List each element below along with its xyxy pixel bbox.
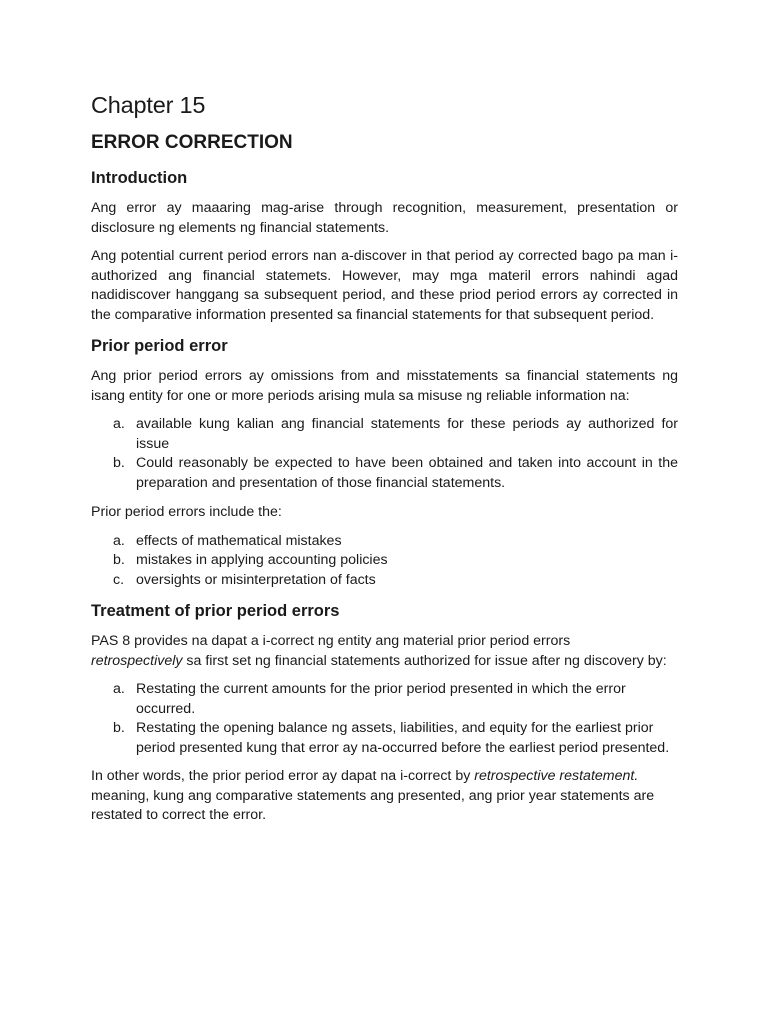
list-item-text: available kung kalian ang financial statements for these periods ay authorized for issue [136, 416, 678, 452]
list-item [91, 551, 678, 571]
introduction-paragraph-2: Ang potential current period errors nan a-discover in that period ay corrected bago pa man i-authorized ang financial statemets. However, may mga materil errors nahindi agad nadidiscover hanggang sa subsequent period, and these priod period errors ay corrected in the comparative information presented sa financial statements for that subsequent period. [91, 248, 678, 323]
introduction-paragraph-1: Ang error ay maaaring mag-arise through recognition, measurement, presentation or disclosure ng elements ng financial statements. [91, 200, 678, 236]
treatment-paragraph-1-start: PAS 8 provides na dapat a i-correct ng entity ang material prior period errors [91, 633, 571, 649]
document-page [91, 86, 678, 826]
chapter-heading: Chapter 15 [91, 92, 206, 118]
treatment-heading: Treatment of prior period errors [91, 602, 340, 620]
treatment-paragraph-2-italic: retrospective restatement. [474, 768, 639, 784]
list-item [91, 680, 678, 719]
list-item [91, 415, 678, 454]
list-item-text: Restating the opening balance ng assets, liabilities, and equity for the earliest prior period presented kung that error ay na-occurred before the earliest period presented. [136, 720, 670, 756]
list-marker: c. [113, 571, 125, 588]
list-item-text: mistakes in applying accounting policies [136, 552, 388, 568]
list-marker: a. [113, 416, 125, 432]
list-item [91, 532, 678, 552]
list-marker: a. [113, 532, 125, 549]
prior-period-error-paragraph-2: Prior period errors include the: [91, 504, 282, 520]
prior-period-error-heading: Prior period error [91, 337, 228, 355]
treatment-list [91, 680, 678, 758]
treatment-paragraph-2-start: In other words, the prior period error ay dapat na i-correct by [91, 768, 475, 784]
list-item-text: Could reasonably be expected to have been obtained and taken into account in the preparation and presentation of those financial statements. [136, 455, 678, 491]
treatment-paragraph-2-end: meaning, kung ang comparative statements ang presented, ang prior year statements are restated to correct the error. [91, 787, 655, 823]
list-marker: b. [113, 552, 125, 568]
list-marker: a. [113, 681, 125, 697]
list-marker: b. [113, 720, 125, 736]
prior-period-error-list-1 [91, 415, 678, 493]
treatment-paragraph-2 [91, 767, 678, 826]
prior-period-error-list-2 [91, 532, 678, 591]
list-item [91, 454, 678, 493]
list-item-text: effects of mathematical mistakes [136, 532, 342, 549]
chapter-title: ERROR CORRECTION [91, 132, 293, 153]
treatment-paragraph-1-end: sa first set ng financial statements authorized for issue after ng discovery by: [182, 652, 667, 669]
list-item-text: Restating the current amounts for the prior period presented in which the error occurred. [136, 681, 626, 717]
list-item-text: oversights or misinterpretation of facts [136, 571, 376, 588]
treatment-paragraph-1-italic: retrospectively [91, 652, 183, 669]
list-item [91, 571, 678, 591]
prior-period-error-paragraph-1: Ang prior period errors ay omissions from and misstatements sa financial statements ng isang entity for one or more periods arising mula sa misuse ng reliable information na: [91, 368, 678, 404]
introduction-heading: Introduction [91, 169, 188, 187]
list-marker: b. [113, 455, 125, 471]
list-item [91, 719, 678, 758]
treatment-paragraph-1 [91, 632, 678, 671]
